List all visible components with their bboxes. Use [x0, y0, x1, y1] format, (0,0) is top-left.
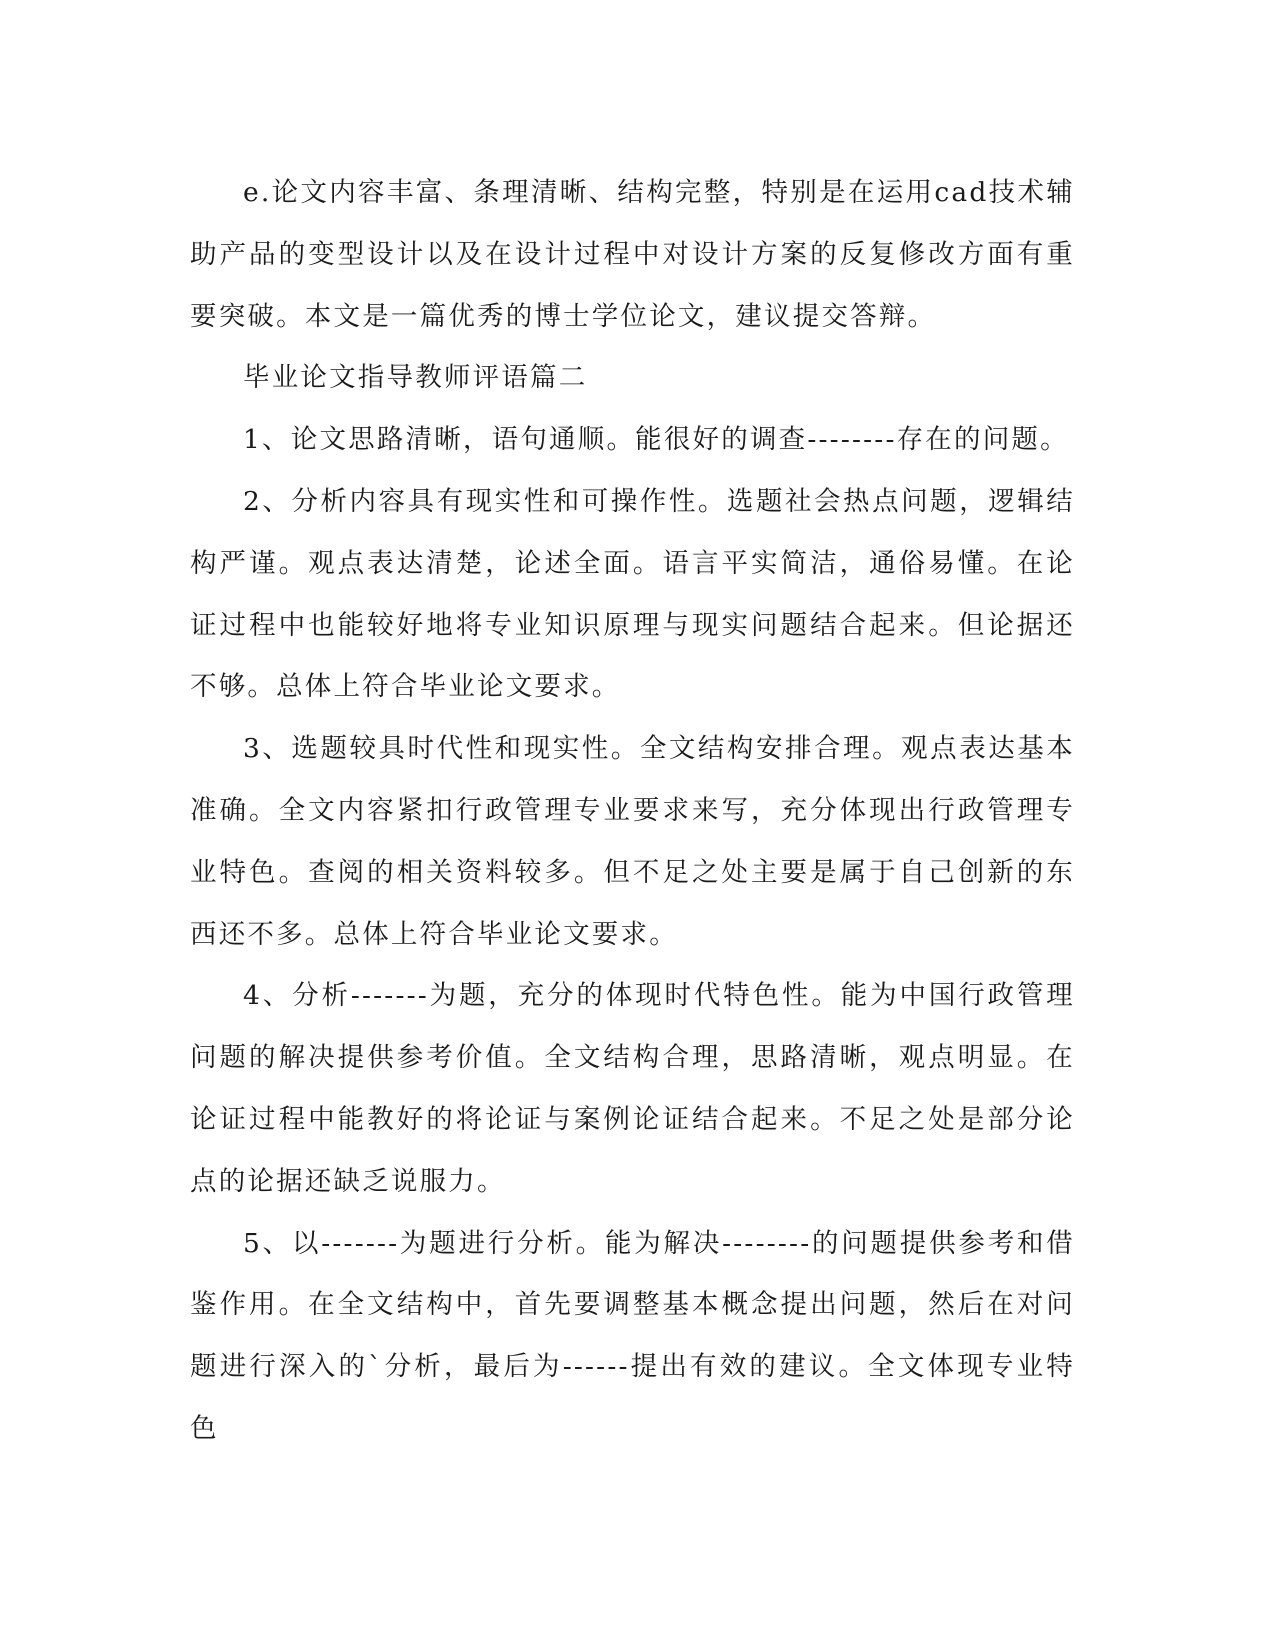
- document-body: [190, 162, 1075, 1460]
- paragraph-conclusion-e: e.论文内容丰富、条理清晰、结构完整，特别是在运用cad技术辅助产品的变型设计以及在设计过程中对设计方案的反复修改方面有重要突破。本文是一篇优秀的博士学位论文，建议提交答辩。: [190, 177, 1075, 332]
- comment-4: 4、分析-------为题，充分的体现时代特色性。能为中国行政管理问题的解决提供参考价值。全文结构合理，思路清晰，观点明显。在论证过程中能教好的将论证与案例论证结合起来。不足之处是部分论点的论据还缺乏说服力。: [190, 980, 1075, 1197]
- comment-1: 1、论文思路清晰，语句通顺。能很好的调查--------存在的问题。: [243, 424, 1069, 456]
- comment-3: 3、选题较具时代性和现实性。全文结构安排合理。观点表达基本准确。全文内容紧扣行政管理专业要求来写，充分体现出行政管理专业特色。查阅的相关资料较多。但不足之处主要是属于自己创新的东西还不多。总体上符合毕业论文要求。: [190, 733, 1075, 950]
- comment-2: 2、分析内容具有现实性和可操作性。选题社会热点问题，逻辑结构严谨。观点表达清楚，论述全面。语言平实简洁，通俗易懂。在论证过程中也能较好地将专业知识原理与现实问题结合起来。但论据还不够。总体上符合毕业论文要求。: [190, 485, 1075, 703]
- comment-5: 5、以-------为题进行分析。能为解决--------的问题提供参考和借鉴作用。在全文结构中，首先要调整基本概念提出问题，然后在对问题进行深入的`分析，最后为------提出有效的建议。全文体现专业特色: [190, 1227, 1075, 1444]
- section-heading: 毕业论文指导教师评语篇二: [243, 362, 588, 394]
